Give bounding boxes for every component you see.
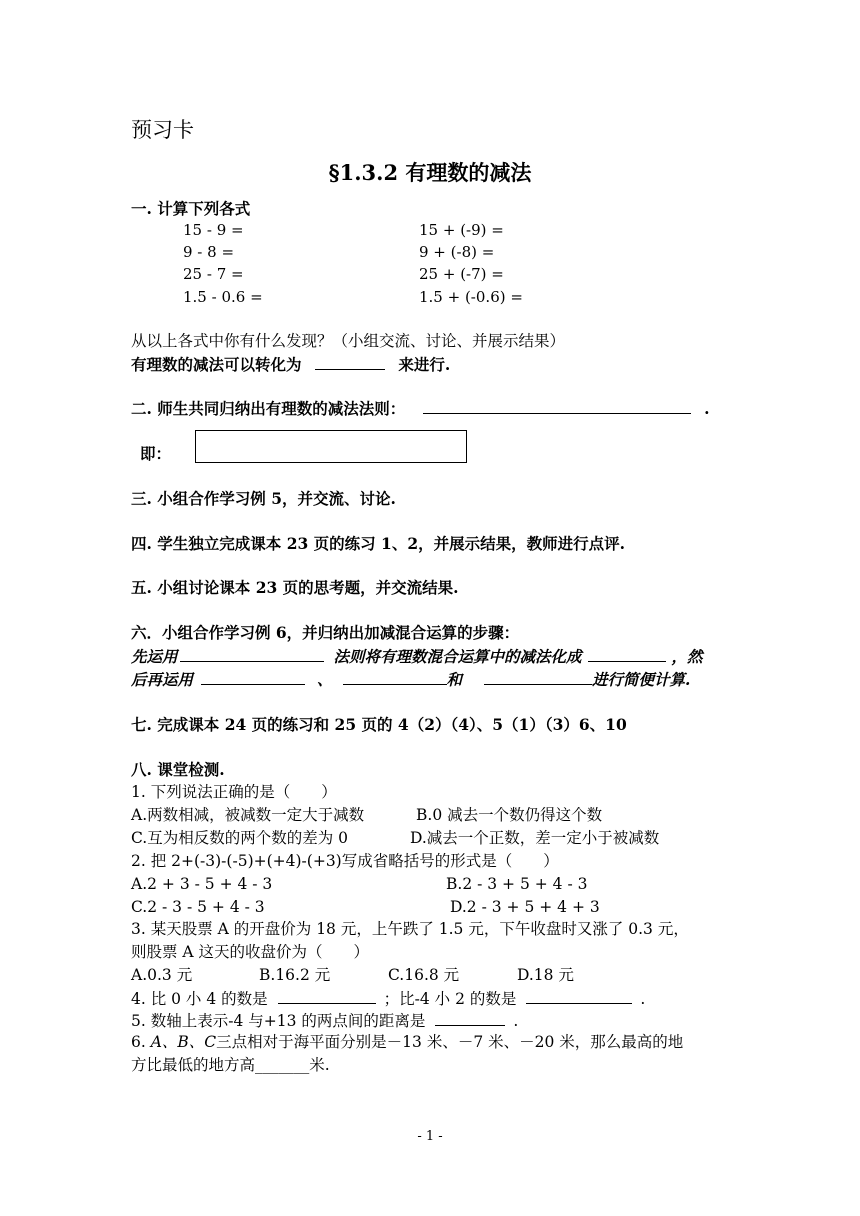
q6-rest: 三点相对于海平面分别是－13 米、－7 米、－20 米，那么最高的地 — [216, 1033, 684, 1051]
conclusion-post: 来进行. — [398, 355, 451, 374]
s6-l2-d: 进行简便计算. — [592, 670, 691, 689]
q5-a: 5. 数轴上表示-4 与+13 的两点间的距离是 — [131, 1012, 426, 1030]
page-number: - 1 - — [417, 1129, 443, 1144]
calc-right-2: 9 + (-8) = — [419, 243, 495, 261]
q1-stem: 1. 下列说法正确的是（ ） — [131, 783, 337, 801]
page-title: §1.3.2 有理数的减法 — [328, 160, 532, 185]
section-6-heading: 六．小组合作学习例 6，并归纳出加减混合运算的步骤： — [131, 623, 520, 642]
section-3: 三. 小组合作学习例 5，并交流、讨论. — [131, 489, 396, 508]
q3-stem-line-2: 则股票 A 这天的收盘价为（ ） — [131, 943, 370, 961]
section-2-heading-line — [131, 399, 710, 419]
page-label: 预习卡 — [131, 118, 194, 142]
ji-answer-box[interactable] — [195, 430, 467, 463]
q1-option-b: B.0 减去一个数仍得这个数 — [416, 806, 603, 824]
q1-option-c: C.互为相反数的两个数的差为 0 — [131, 829, 349, 847]
calc-right-1: 15 + (-9) = — [419, 221, 504, 239]
calc-left-3: 25 - 7 = — [183, 265, 244, 283]
q3-option-d: D.18 元 — [517, 966, 574, 984]
s6-l1-b: 法则将有理数混合运算中的减法化成 — [333, 647, 582, 666]
s6-blank-2[interactable] — [588, 647, 666, 662]
rule-blank[interactable] — [423, 399, 691, 414]
q6-line-1 — [131, 1033, 683, 1052]
section-6-line-1 — [131, 647, 703, 667]
discovery-question: 从以上各式中你有什么发现？（小组交流、讨论、并展示结果） — [131, 332, 566, 350]
q6-number: 6. — [131, 1033, 151, 1051]
section-6-line-2 — [131, 670, 690, 690]
q2-option-b: B.2 - 3 + 5 + 4 - 3 — [446, 875, 588, 893]
q4-a: 4. 比 0 小 4 的数是 — [131, 990, 268, 1008]
q4-c: . — [640, 990, 646, 1008]
q4-b: ；比-4 小 2 的数是 — [383, 990, 517, 1008]
s6-l2-c: 和 — [446, 670, 463, 689]
calc-left-4: 1.5 - 0.6 = — [183, 288, 263, 306]
calc-right-4: 1.5 + (-0.6) = — [419, 288, 523, 306]
section-1-heading: 一. 计算下列各式 — [131, 199, 251, 218]
calc-left-2: 9 - 8 = — [183, 243, 235, 261]
section-2-end: . — [704, 399, 710, 418]
q2-option-a: A.2 + 3 - 5 + 4 - 3 — [131, 875, 273, 893]
q4-blank-1[interactable] — [278, 989, 376, 1004]
q6-line-2: 方比最低的地方高_______米. — [131, 1056, 330, 1074]
s6-l2-a: 后再运用 — [131, 670, 194, 689]
q3-option-a: A.0.3 元 — [131, 966, 193, 984]
calc-right-3: 25 + (-7) = — [419, 265, 504, 283]
conclusion-line — [131, 355, 450, 375]
q4-line — [131, 989, 645, 1009]
section-4: 四. 学生独立完成课本 23 页的练习 1、2，并展示结果，教师进行点评. — [131, 534, 626, 553]
q2-option-c: C.2 - 3 - 5 + 4 - 3 — [131, 898, 265, 916]
s6-blank-4[interactable] — [343, 670, 447, 685]
q4-blank-2[interactable] — [526, 989, 632, 1004]
s6-l1-a: 先运用 — [131, 647, 178, 666]
conclusion-pre: 有理数的减法可以转化为 — [131, 355, 302, 374]
q3-option-c: C.16.8 元 — [388, 966, 460, 984]
q3-stem-line-1: 3. 某天股票 A 的开盘价为 18 元，上午跌了 1.5 元，下午收盘时又涨了 0.3 元， — [131, 920, 689, 938]
q3-option-b: B.16.2 元 — [259, 966, 331, 984]
q1-option-a: A.两数相减，被减数一定大于减数 — [131, 806, 365, 824]
q2-stem: 2. 把 2+(-3)-(-5)+(+4)-(+3)写成省略括号的形式是（ ） — [131, 852, 559, 870]
q5-blank[interactable] — [435, 1011, 505, 1026]
section-2-heading: 二. 师生共同归纳出有理数的减法法则： — [131, 399, 406, 418]
s6-l2-b: 、 — [317, 670, 333, 689]
q5-line — [131, 1011, 518, 1031]
conclusion-blank[interactable] — [315, 355, 385, 370]
s6-blank-5[interactable] — [484, 670, 592, 685]
q2-option-d: D.2 - 3 + 5 + 4 + 3 — [450, 898, 600, 916]
q5-b: . — [513, 1012, 519, 1030]
s6-blank-1[interactable] — [180, 647, 324, 662]
q1-option-d: D.减去一个正数，差一定小于被减数 — [410, 829, 660, 847]
section-7: 七. 完成课本 24 页的练习和 25 页的 4（2）（4）、5（1）（3）6、10 — [131, 715, 627, 734]
s6-blank-3[interactable] — [201, 670, 305, 685]
section-5: 五. 小组讨论课本 23 页的思考题，并交流结果. — [131, 578, 459, 597]
calc-left-1: 15 - 9 = — [183, 221, 244, 239]
ji-label: 即： — [140, 444, 172, 463]
section-8-heading: 八. 课堂检测. — [131, 760, 225, 779]
q6-points: A、B、C — [150, 1033, 217, 1051]
s6-l1-c: ，然 — [671, 647, 703, 666]
